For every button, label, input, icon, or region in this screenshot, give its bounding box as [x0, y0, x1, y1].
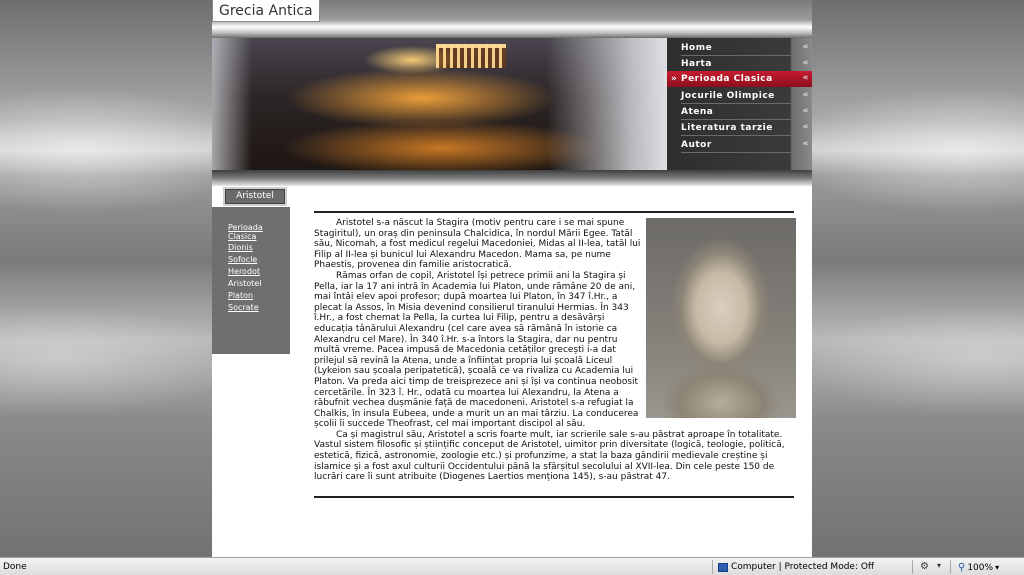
site-title[interactable]: Grecia Antica	[212, 0, 320, 22]
menu-item-label: Jocurile Olimpice	[681, 91, 775, 101]
section-title-tab: Aristotel	[225, 189, 285, 204]
menu-item-literatura-tarzie[interactable]	[667, 120, 812, 136]
chevron-down-icon[interactable]: ▾	[937, 561, 942, 570]
menu-item-jocurile-olimpice[interactable]	[667, 88, 812, 104]
menu-item-perioada-clasica[interactable]	[667, 71, 812, 87]
article-paragraph: Aristotel s-a născut la Stagira (motiv pentru care i se mai spune Stagiritul), un oraș din peninsula Chalcidica, în nordul Mării Egee. Tatăl său, Nicomah, a fost medicul regelui Macedoniei, Midas al II-lea, tatăl lui Filip al II-lea și bunicul lui Alexandru Macedon. Mama sa, pe nume Phaestis, provenea din familie aristocratică.	[314, 218, 641, 271]
chevron-left-icon: «	[802, 139, 809, 149]
article-paragraph: Ca și magistrul său, Aristotel a scris foarte mult, iar scrierile sale s-au păstrat aproape în totalitate. Vastul sistem filosofic și științific conceput de Aristotel, uimitor prin diversitate (logică, teologie, politică, estetică, fizică, astronomie, zoologie etc.) și profunzime, a stat la baza gândirii medievale creștine și islamice și a fost axul culturii Occidentului până la sfârșitul secolului al XVII-lea. Din cele peste 150 de lucrări care îi sunt atribuite (Diogenes Laertios menționa 145), s-au păstrat 47.	[314, 429, 785, 483]
article-body	[314, 218, 796, 483]
sidebar-link-socrate[interactable]: Socrate	[228, 303, 259, 312]
article-paragraph: Rămas orfan de copil, Aristotel își petrece primii ani la Stagira și Pella, iar la 17 ani intră în Academia lui Platon, unde rămâne 20 de ani, mai întâi elev apoi profesor; după moartea lui Platon, în 347 î.Hr., a plecat la Assos, în Misia devenind consilierul tiranului Hermias. În 343 î.Hr., a fost chemat la Pella, la curtea lui Filip, pentru a desăvârși educația tânărului Alexandru (cel care avea să rămână în istorie ca Alexandru cel Mare). În 340 î.Hr. s-a întors la Stagira, dar nu pentru multă vreme. Pacea impusă de Macedonia cetăților grecești i-a dat prilejul să revină la Atena, unde a înființat propria lui școală Liceul (Lykeion sau școala peripatetică), școală ce va rivaliza cu Academia lui Platon. Va preda aici timp de treisprezece ani și își va continua neobosit cercetările. În 323 î. Hr., odată cu moartea lui Alexandru, la Atena a răbufnit vechea dușmănie față de macedoneni. Aristotel s-a refugiat la Chalkis, în insula Eubeea, unde a murit un an mai târziu. La conducerea școlii îi succede Theofrast, cel mai important discipol al său.	[314, 270, 639, 430]
security-zone-label: Computer | Protected Mode: Off	[731, 562, 875, 572]
sidebar-link-aristotel[interactable]: Aristotel	[228, 279, 262, 288]
chevron-left-icon: «	[802, 122, 809, 132]
sidebar-link-dionis[interactable]: Dionis	[228, 243, 253, 252]
menu-item-label: Autor	[681, 140, 712, 150]
status-divider	[912, 560, 913, 574]
menu-item-home[interactable]	[667, 40, 812, 56]
status-text: Done	[3, 562, 27, 572]
menu-item-atena[interactable]	[667, 104, 812, 120]
chevron-left-icon: «	[802, 90, 809, 100]
content-bottom-rule	[314, 496, 794, 498]
menu-item-label	[667, 74, 812, 84]
menu-item-label: Atena	[681, 107, 714, 117]
banner-image-acropolis	[212, 38, 667, 170]
browser-status-bar	[0, 557, 1024, 575]
content-top-rule	[314, 211, 794, 213]
chevron-left-icon: «	[802, 58, 809, 68]
sidebar-link-platon[interactable]: Platon	[228, 291, 254, 300]
computer-icon	[718, 563, 728, 572]
zoom-control[interactable]	[958, 562, 999, 573]
banner-fade-right	[547, 38, 667, 170]
background-right-panel	[812, 0, 1024, 557]
security-settings-icon[interactable]: ⚙	[920, 561, 929, 572]
chevron-down-icon: ▾	[995, 563, 1000, 572]
menu-item-harta[interactable]	[667, 56, 812, 72]
sidebar-link-herodot[interactable]: Herodot	[228, 267, 261, 276]
banner-fade-left	[212, 38, 252, 170]
main-menu	[667, 38, 812, 170]
menu-item-autor[interactable]	[667, 137, 812, 153]
menu-item-text: Perioada Clasica	[680, 74, 773, 84]
status-divider	[950, 560, 951, 574]
magnifier-icon: ⚲	[958, 562, 966, 573]
menu-divider	[681, 135, 791, 136]
status-divider	[712, 560, 713, 574]
active-marker-icon: »	[671, 74, 678, 84]
page-container	[212, 0, 812, 557]
parthenon-illustration	[436, 44, 506, 68]
chevron-left-icon: «	[802, 42, 809, 52]
sidebar-link-sofocle[interactable]: Sofocle	[228, 255, 258, 264]
menu-item-label: Home	[681, 43, 713, 53]
header-bar	[212, 0, 812, 38]
menu-item-label: Literatura tarzie	[681, 123, 773, 133]
chevron-left-icon: «	[802, 73, 809, 83]
aristotle-bust-image	[646, 218, 796, 418]
zoom-level: 100%	[967, 562, 994, 573]
security-zone[interactable]	[718, 562, 874, 572]
menu-divider	[681, 152, 791, 153]
background-left-panel	[0, 0, 212, 557]
banner-bottom-bar	[212, 170, 812, 186]
sidebar-link-perioada-clasica[interactable]: Perioada Clasica	[228, 223, 263, 241]
sidebar	[212, 207, 290, 354]
chevron-left-icon: «	[802, 106, 809, 116]
menu-item-label: Harta	[681, 59, 712, 69]
